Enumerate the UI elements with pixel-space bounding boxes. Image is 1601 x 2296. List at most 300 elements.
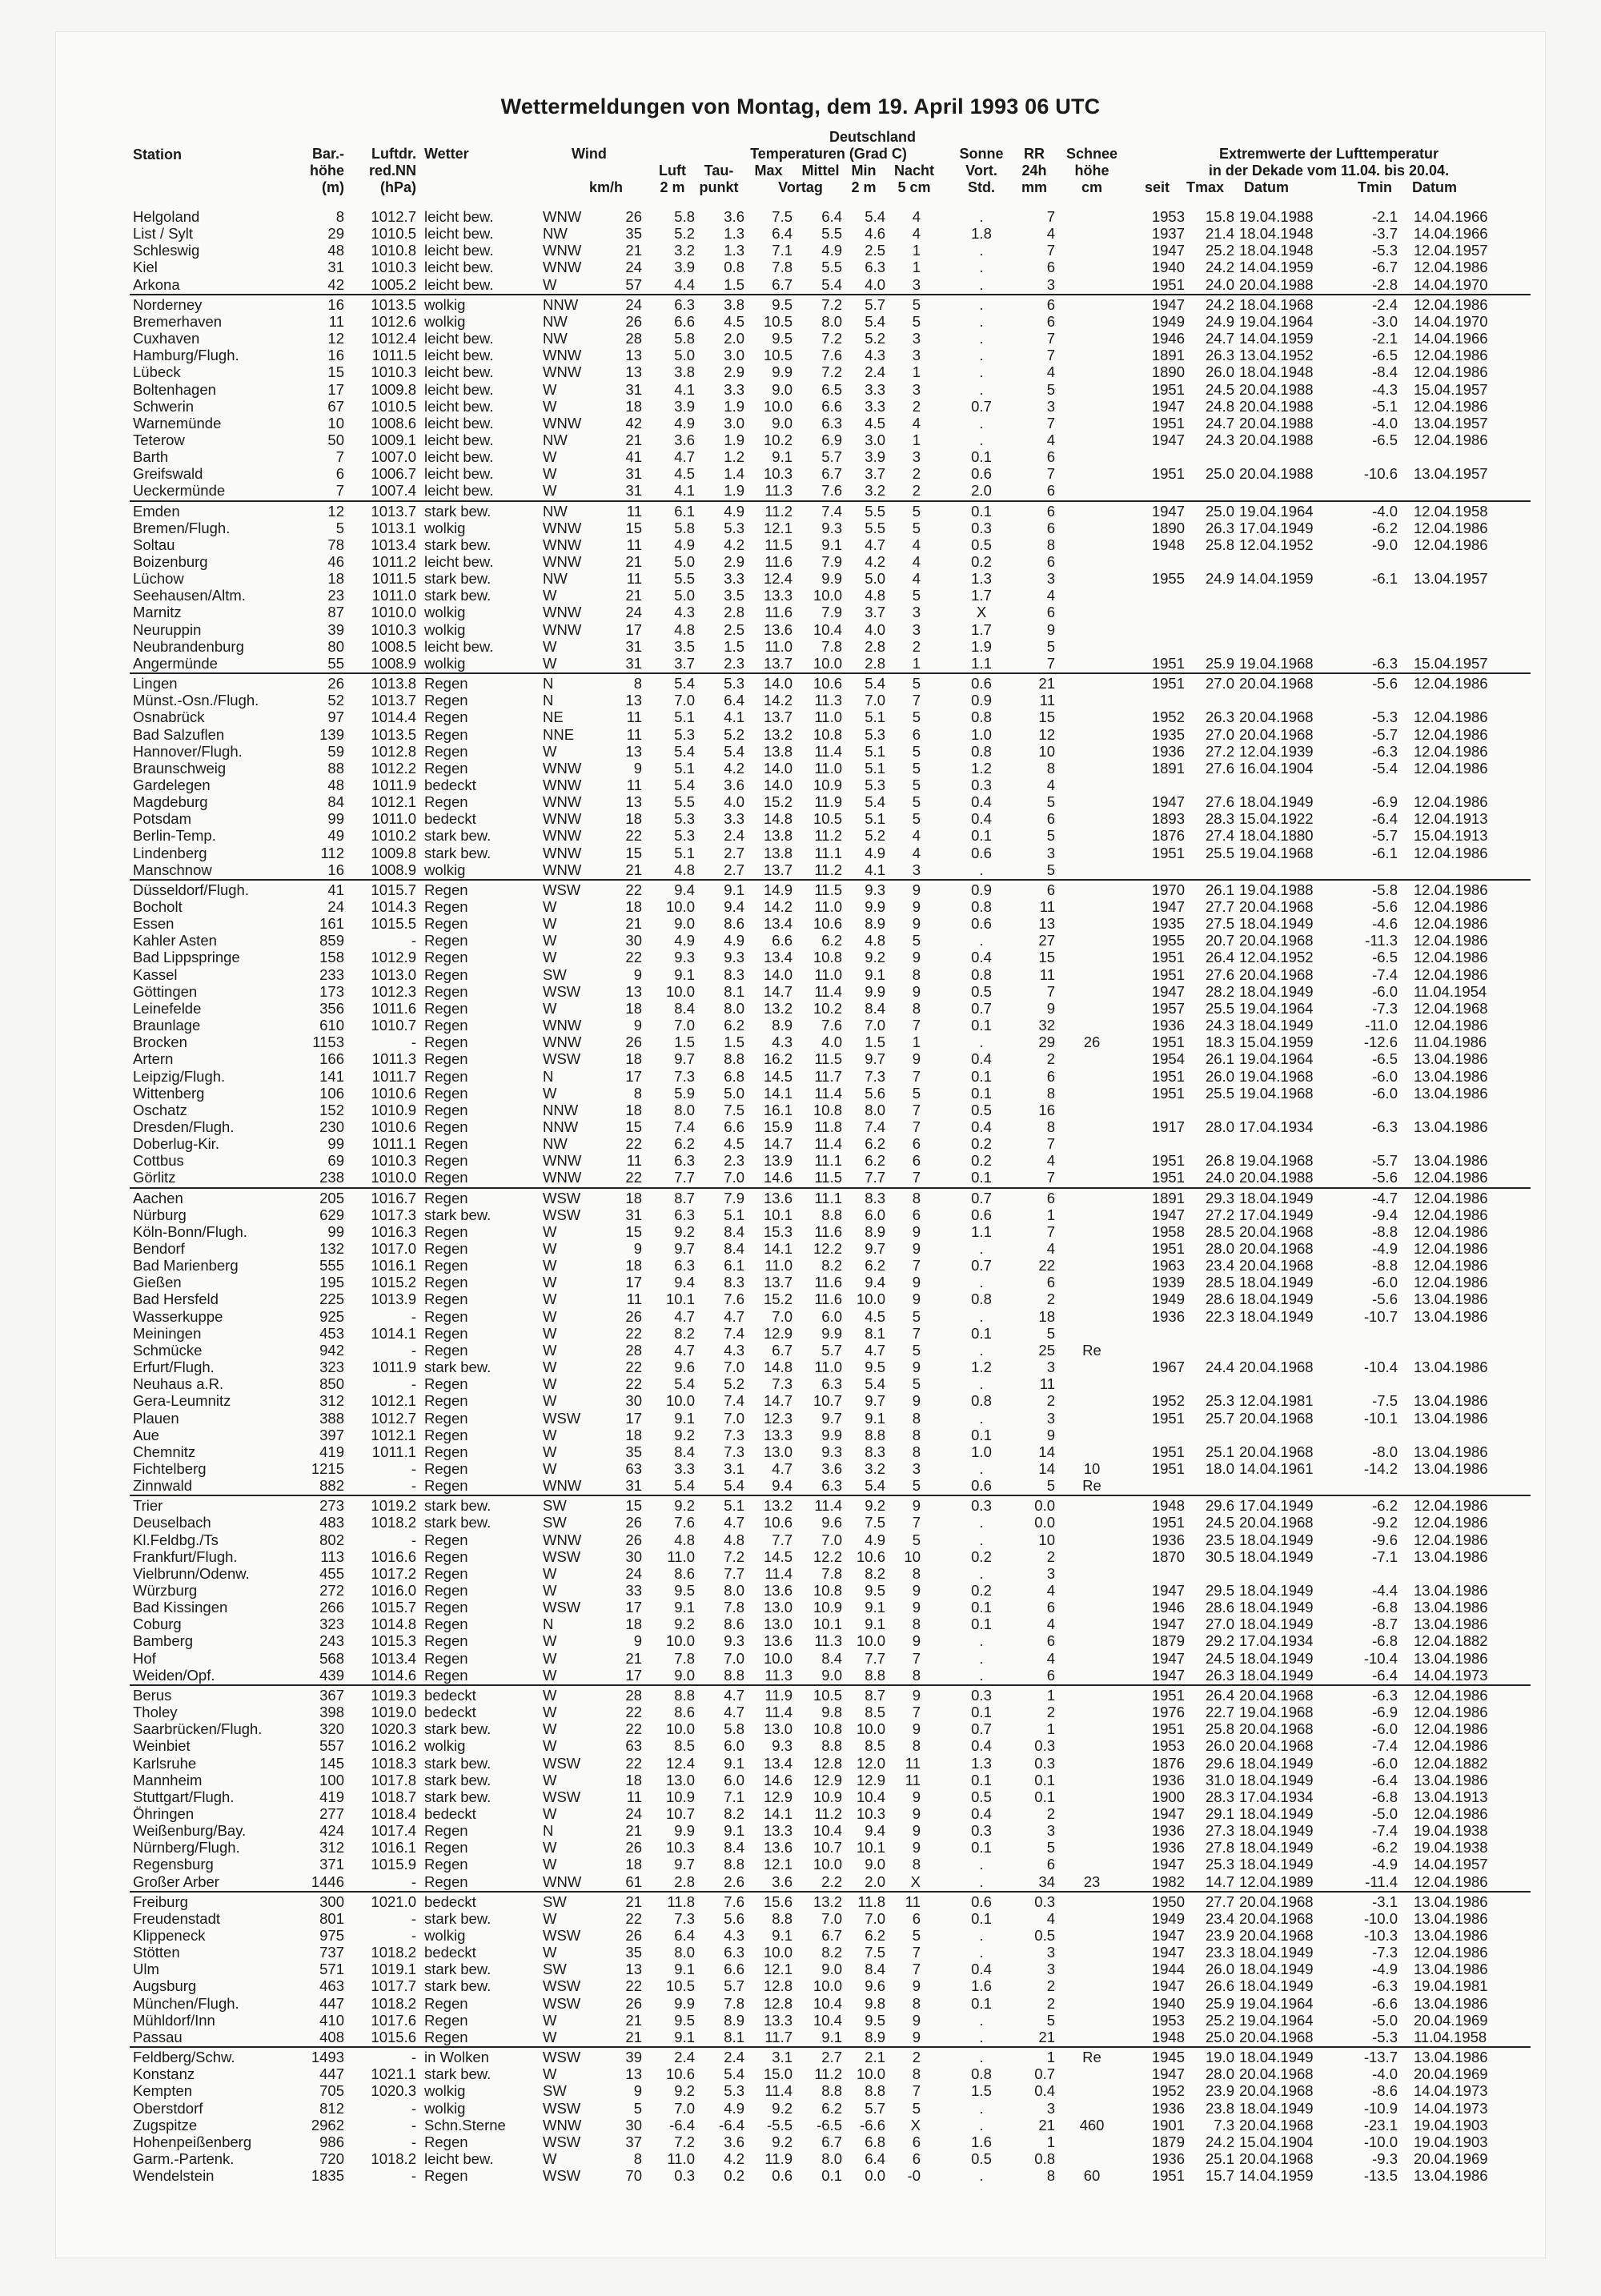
cell-wind-dir: W: [543, 898, 557, 915]
cell-air: 9.2: [674, 2082, 695, 2100]
table-row: [56, 1359, 1545, 1375]
cell-max: 14.5: [763, 1547, 792, 1565]
cell-sun: 0.3: [971, 1822, 992, 1840]
cell-weather: wolkig: [424, 604, 466, 621]
cell-min: 7.5: [865, 1944, 885, 1961]
cell-tmin: -4.9: [1372, 1240, 1398, 1257]
cell-sun: .: [979, 1649, 984, 1667]
cell-tmin-date: 12.04.1986: [1414, 397, 1488, 415]
cell-pressure: -: [411, 1375, 416, 1393]
cell-wind-dir: W: [543, 2149, 557, 2167]
cell-tmax-date: 19.04.1964: [1239, 1994, 1314, 2012]
cell-night: 5: [912, 502, 921, 520]
cell-min: 6.3: [865, 259, 885, 276]
cell-pressure: 1010.3: [371, 620, 416, 638]
cell-air: 10.6: [665, 2065, 695, 2083]
cell-wind-speed: 11: [626, 1290, 642, 1308]
cell-sun: 0.8: [971, 2065, 992, 2083]
cell-max: 7.1: [772, 242, 792, 259]
cell-rain: 3: [1046, 1961, 1055, 1978]
cell-dew: 7.4: [724, 1392, 744, 1410]
cell-pressure: 1015.3: [371, 1632, 416, 1650]
cell-air: 0.3: [674, 2167, 695, 2185]
cell-since: 1951: [1151, 1152, 1185, 1170]
cell-height: 802: [319, 1531, 344, 1548]
cell-tmax: 29.6: [1205, 1754, 1234, 1772]
cell-height: 97: [327, 708, 344, 726]
cell-rain: 4: [1046, 1616, 1055, 1633]
cell-night: 9: [912, 1788, 921, 1805]
cell-tmin: -8.8: [1372, 1257, 1398, 1274]
table-row: [56, 1169, 1545, 1186]
cell-sun: .: [979, 861, 984, 878]
cell-night: 4: [912, 844, 921, 861]
cell-min: 10.0: [856, 1632, 885, 1650]
cell-height: 50: [327, 431, 344, 448]
cell-tmin: -5.4: [1372, 759, 1398, 777]
group-separator: [130, 1891, 1531, 1893]
cell-rain: 5: [1046, 1477, 1055, 1495]
cell-wind-speed: 31: [625, 1477, 642, 1495]
cell-sun: .: [979, 1409, 984, 1427]
cell-tmax: 23.9: [1205, 1927, 1234, 1944]
cell-min: 8.1: [865, 1324, 885, 1342]
cell-night: 11: [905, 1754, 921, 1772]
cell-air: 9.4: [674, 881, 695, 898]
cell-tmin: -6.0: [1372, 1067, 1398, 1085]
cell-weather: Regen: [424, 999, 468, 1017]
cell-height: 12: [327, 502, 344, 520]
cell-height: 410: [319, 2011, 344, 2029]
cell-min: 8.8: [865, 1666, 885, 1684]
cell-wind-speed: 30: [625, 932, 642, 949]
cell-air: 4.8: [674, 620, 695, 638]
cell-sun: 0.9: [971, 692, 992, 709]
cell-tmax-date: 18.04.1949: [1239, 1856, 1314, 1873]
cell-wind-dir: WSW: [543, 1599, 581, 1616]
cell-max: 3.6: [772, 1873, 792, 1890]
cell-since: 1947: [1151, 1649, 1185, 1667]
cell-air: 6.3: [674, 1206, 695, 1223]
cell-rain: 10: [1038, 1531, 1055, 1548]
cell-height: 975: [319, 1927, 344, 1944]
cell-station: Schmücke: [133, 1341, 203, 1359]
cell-min: 12.0: [856, 1754, 885, 1772]
cell-wind-speed: 31: [625, 1206, 642, 1223]
cell-pressure: 1005.2: [371, 275, 416, 293]
cell-station: Bad Lippspringe: [133, 949, 240, 966]
cell-station: Plauen: [133, 1409, 179, 1427]
header-luft1: Luftdr.: [371, 146, 416, 162]
cell-pressure: 1016.0: [371, 1582, 416, 1599]
cell-tmax-date: 17.04.1949: [1239, 519, 1314, 536]
cell-since: 1951: [1151, 1240, 1185, 1257]
cell-tmax: 26.1: [1205, 1050, 1234, 1068]
cell-air: 4.1: [674, 482, 695, 500]
cell-min: 5.1: [865, 759, 885, 777]
cell-rain: 0.3: [1034, 1737, 1055, 1755]
cell-min: 6.4: [865, 2149, 885, 2167]
cell-max: 10.0: [763, 1944, 792, 1961]
cell-weather: leicht bew.: [424, 637, 494, 655]
cell-dew: 5.4: [724, 2065, 744, 2083]
cell-air: 8.8: [674, 1686, 695, 1704]
cell-tmin-date: 13.04.1957: [1414, 465, 1488, 483]
cell-max: 13.6: [763, 1632, 792, 1650]
cell-mean: 11.4: [814, 1497, 842, 1515]
cell-max: 11.4: [764, 1564, 792, 1582]
cell-mean: 10.4: [813, 2011, 842, 2029]
cell-weather: Regen: [424, 1240, 468, 1257]
cell-height: 17: [327, 380, 344, 398]
cell-sun: 1.0: [971, 1443, 992, 1460]
cell-rain: 14: [1038, 1459, 1055, 1477]
cell-wind-dir: W: [543, 1666, 557, 1684]
cell-tmax: 23.9: [1205, 2082, 1234, 2100]
cell-tmax: 28.0: [1205, 2065, 1234, 2083]
cell-max: 11.6: [764, 604, 792, 621]
cell-rain: 6: [1046, 312, 1055, 330]
table-row: [56, 881, 1545, 898]
cell-tmin-date: 14.04.1973: [1414, 1666, 1488, 1684]
cell-wind-dir: WSW: [543, 1994, 581, 2012]
cell-rain: 0.1: [1034, 1771, 1055, 1788]
cell-tmin: -10.0: [1363, 1909, 1398, 1927]
cell-air: 7.3: [674, 1067, 695, 1085]
cell-max: 13.7: [763, 1274, 792, 1291]
cell-since: 1891: [1151, 759, 1185, 777]
cell-night: 6: [912, 2149, 921, 2167]
cell-pressure: 1012.4: [371, 330, 416, 347]
cell-weather: Regen: [424, 793, 468, 811]
cell-since: 1967: [1151, 1359, 1185, 1376]
cell-dew: 6.1: [724, 1257, 744, 1274]
cell-height: 388: [319, 1409, 344, 1427]
cell-mean: 9.9: [821, 1324, 842, 1342]
cell-dew: 7.3: [724, 1426, 744, 1443]
group-separator: [130, 294, 1531, 295]
cell-sun: .: [979, 2011, 984, 2029]
cell-min: 9.7: [865, 1392, 885, 1410]
cell-station: Tholey: [133, 1704, 178, 1721]
cell-air: 7.0: [674, 2099, 695, 2117]
cell-since: 1939: [1151, 1274, 1185, 1291]
cell-height: 99: [327, 1135, 344, 1153]
cell-pressure: 1007.0: [371, 448, 416, 466]
cell-mean: 11.6: [814, 1290, 842, 1308]
cell-wind-speed: 22: [625, 1135, 642, 1153]
header-bar3: (m): [322, 179, 344, 195]
cell-wind-speed: 21: [625, 861, 642, 878]
cell-mean: 11.4: [814, 982, 842, 1000]
cell-max: 9.2: [772, 2099, 792, 2117]
cell-mean: 10.6: [813, 915, 842, 933]
cell-air: 4.7: [674, 448, 695, 466]
cell-min: 10.0: [856, 1290, 885, 1308]
cell-tmax-date: 18.04.1949: [1239, 1307, 1314, 1325]
cell-dew: 6.0: [724, 1771, 744, 1788]
cell-station: Osnabrück: [133, 708, 205, 726]
cell-dew: 4.2: [724, 536, 744, 553]
cell-tmax: 20.7: [1205, 932, 1234, 949]
cell-mean: 10.0: [813, 1977, 842, 1995]
cell-sun: .: [979, 363, 984, 381]
cell-night: 6: [912, 725, 921, 743]
table-row: [56, 983, 1545, 1000]
cell-since: 1951: [1151, 675, 1185, 692]
cell-height: 925: [319, 1307, 344, 1325]
cell-since: 1950: [1151, 1893, 1185, 1910]
cell-pressure: 1018.7: [371, 1788, 416, 1805]
cell-since: 1952: [1151, 708, 1185, 726]
cell-weather: Regen: [424, 1459, 468, 1477]
cell-weather: Regen: [424, 965, 468, 983]
cell-tmin-date: 13.04.1986: [1414, 1290, 1488, 1308]
cell-weather: Regen: [424, 1067, 468, 1085]
cell-weather: Regen: [424, 898, 468, 915]
cell-tmax: 24.4: [1205, 1359, 1234, 1376]
table-row: [56, 1034, 1545, 1050]
cell-sun: 0.3: [971, 776, 992, 793]
table-row: [56, 1873, 1545, 1890]
cell-night: 6: [912, 1152, 921, 1170]
cell-tmax-date: 20.04.1968: [1239, 1909, 1314, 1927]
table-row: [56, 415, 1545, 432]
header-schnee2: höhe: [1074, 163, 1109, 179]
cell-tmax-date: 20.04.1968: [1239, 2065, 1314, 2083]
cell-air: 5.2: [674, 225, 695, 243]
cell-tmax-date: 19.04.1964: [1239, 1050, 1314, 1068]
cell-since: 1949: [1151, 1290, 1185, 1308]
cell-since: 1900: [1151, 1788, 1185, 1805]
cell-mean: 10.4: [813, 1822, 842, 1840]
cell-mean: 8.8: [821, 1737, 842, 1755]
cell-tmax: 27.0: [1205, 1616, 1234, 1633]
cell-wind-dir: W: [543, 1290, 557, 1308]
cell-tmax: 29.3: [1205, 1189, 1234, 1206]
cell-mean: 9.3: [821, 1443, 842, 1460]
cell-max: 14.5: [763, 1067, 792, 1085]
cell-tmax: 15.7: [1205, 2167, 1234, 2185]
cell-height: 942: [319, 1341, 344, 1359]
cell-wind-dir: W: [543, 397, 557, 415]
cell-dew: 2.5: [724, 620, 744, 638]
cell-wind-dir: SW: [543, 1514, 567, 1531]
cell-max: 11.6: [764, 553, 792, 570]
cell-weather: stark bew.: [424, 827, 492, 845]
cell-tmax-date: 17.04.1949: [1239, 1206, 1314, 1223]
cell-sun: .: [979, 431, 984, 448]
cell-max: 13.0: [763, 1443, 792, 1460]
cell-tmax-date: 18.04.1948: [1239, 242, 1314, 259]
cell-height: 453: [319, 1324, 344, 1342]
cell-wind-dir: W: [543, 1649, 557, 1667]
cell-station: Schleswig: [133, 242, 200, 259]
cell-night: 5: [912, 810, 921, 828]
cell-pressure: 1011.0: [371, 587, 416, 604]
cell-tmin-date: 11.04.1954: [1414, 982, 1487, 1000]
cell-station: Bad Salzuflen: [133, 725, 225, 743]
cell-tmin-date: 13.04.1986: [1414, 1307, 1488, 1325]
cell-max: 15.2: [763, 1290, 792, 1308]
cell-since: 1947: [1151, 1206, 1185, 1223]
cell-night: 9: [912, 2028, 921, 2045]
cell-wind-dir: WSW: [543, 982, 581, 1000]
table-row: [56, 347, 1545, 363]
cell-rain: 5: [1046, 1839, 1055, 1856]
cell-height: 67: [327, 397, 344, 415]
table-row: [56, 465, 1545, 482]
cell-min: 2.0: [865, 1873, 885, 1890]
cell-height: 986: [319, 2133, 344, 2150]
cell-rain: 4: [1046, 363, 1055, 381]
cell-tmin-date: 15.04.1913: [1414, 827, 1488, 845]
cell-sun: .: [979, 2116, 984, 2133]
cell-station: Kiel: [133, 259, 158, 276]
cell-wind-speed: 21: [625, 1649, 642, 1667]
cell-air: 8.4: [674, 1443, 695, 1460]
cell-min: 8.5: [865, 1737, 885, 1755]
cell-night: 3: [912, 620, 921, 638]
cell-tmin: -6.9: [1372, 1704, 1398, 1721]
cell-since: 1951: [1151, 949, 1185, 966]
cell-mean: 8.2: [821, 1944, 842, 1961]
cell-tmin-date: 12.04.1986: [1414, 898, 1488, 915]
cell-pressure: 1012.6: [371, 312, 416, 330]
table-row: [56, 381, 1545, 398]
cell-sun: .: [979, 932, 984, 949]
cell-dew: 2.3: [724, 1152, 744, 1170]
cell-wind-speed: 24: [625, 604, 642, 621]
cell-dew: 5.1: [724, 1206, 744, 1223]
cell-tmin-date: 12.04.1986: [1414, 1514, 1488, 1531]
cell-rain: 9: [1046, 1426, 1055, 1443]
cell-tmin-date: 12.04.1986: [1414, 1531, 1488, 1548]
cell-mean: 8.4: [821, 1649, 842, 1667]
cell-night: 7: [912, 1514, 921, 1531]
table-row: [56, 1839, 1545, 1856]
cell-weather: Regen: [424, 1101, 468, 1118]
cell-air: 7.0: [674, 1017, 695, 1034]
cell-weather: Schn.Sterne: [424, 2116, 506, 2133]
table-row: [56, 1325, 1545, 1342]
cell-max: 11.4: [764, 2082, 792, 2100]
cell-station: Chemnitz: [133, 1443, 196, 1460]
cell-pressure: -: [411, 932, 416, 949]
cell-wind-dir: W: [543, 915, 557, 933]
cell-pressure: -: [411, 1477, 416, 1495]
cell-air: 5.4: [674, 1375, 695, 1393]
cell-dew: 4.0: [724, 793, 744, 811]
table-row: [56, 313, 1545, 330]
cell-pressure: -: [411, 1307, 416, 1325]
cell-height: 882: [319, 1477, 344, 1495]
cell-wind-speed: 18: [625, 810, 642, 828]
cell-dew: 4.2: [724, 759, 744, 777]
cell-weather: leicht bew.: [424, 330, 494, 347]
cell-min: 10.6: [856, 1547, 885, 1565]
cell-wind-dir: WNW: [543, 810, 582, 828]
cell-tmax-date: 12.04.1939: [1239, 742, 1314, 760]
cell-tmax: 29.5: [1205, 1582, 1234, 1599]
cell-rain: 21: [1038, 675, 1055, 692]
cell-sun: .: [979, 1240, 984, 1257]
header-rr3: mm: [1021, 179, 1047, 195]
table-row: [56, 587, 1545, 604]
cell-weather: stark bew.: [424, 587, 492, 604]
cell-min: 8.7: [865, 1686, 885, 1704]
cell-mean: 13.2: [813, 1893, 842, 1910]
cell-wind-dir: W: [543, 482, 557, 500]
cell-night: 9: [912, 982, 921, 1000]
table-row: [56, 448, 1545, 465]
cell-tmin-date: 14.04.1973: [1414, 2082, 1488, 2100]
cell-mean: 8.2: [821, 1257, 842, 1274]
cell-night: 7: [912, 1017, 921, 1034]
cell-max: 11.3: [764, 1666, 792, 1684]
cell-rain: 2: [1046, 1804, 1055, 1822]
cell-station: Öhringen: [133, 1804, 195, 1822]
cell-weather: Regen: [424, 2133, 468, 2150]
cell-station: Magdeburg: [133, 793, 208, 811]
cell-pressure: 1018.2: [371, 1994, 416, 2012]
cell-since: 1951: [1151, 2167, 1185, 2185]
cell-night: 7: [912, 1961, 921, 1978]
cell-tmin-date: 11.04.1986: [1414, 1034, 1487, 1051]
cell-max: 12.1: [763, 519, 792, 536]
cell-air: 8.6: [674, 1564, 695, 1582]
table-row: [56, 1443, 1545, 1460]
cell-min: 8.2: [865, 1564, 885, 1582]
cell-tmin: -6.0: [1372, 1274, 1398, 1291]
cell-rain: 2: [1046, 1977, 1055, 1995]
cell-night: 10: [904, 1547, 921, 1565]
cell-tmin-date: 14.04.1966: [1414, 225, 1488, 243]
cell-height: 1215: [311, 1459, 344, 1477]
cell-tmin: -23.1: [1363, 2116, 1398, 2133]
cell-wind-dir: W: [543, 275, 557, 293]
cell-tmin: -8.8: [1372, 1222, 1398, 1240]
cell-mean: 10.2: [813, 999, 842, 1017]
cell-pressure: 1010.3: [371, 1152, 416, 1170]
cell-wind-speed: 21: [625, 2011, 642, 2029]
cell-tmax-date: 18.04.1949: [1239, 1977, 1314, 1995]
cell-weather: stark bew.: [424, 1771, 492, 1788]
cell-tmax-date: 19.04.1964: [1239, 502, 1314, 520]
cell-tmin-date: 12.04.1882: [1414, 1632, 1488, 1650]
cell-height: 356: [319, 999, 344, 1017]
cell-tmax: 27.2: [1205, 1206, 1234, 1223]
cell-wind-dir: N: [543, 1067, 554, 1085]
cell-weather: Regen: [424, 1392, 468, 1410]
cell-wind-speed: 11: [626, 1152, 642, 1170]
cell-tmax: 26.4: [1205, 1686, 1234, 1704]
cell-night: 9: [912, 2011, 921, 2029]
cell-wind-dir: NW: [543, 312, 568, 330]
cell-night: 8: [912, 2065, 921, 2083]
cell-night: 9: [912, 1822, 921, 1840]
cell-air: 2.8: [674, 1873, 695, 1890]
cell-dew: 2.3: [724, 654, 744, 672]
cell-station: Essen: [133, 915, 175, 933]
cell-pressure: 1018.2: [371, 2149, 416, 2167]
cell-snow: Re: [1082, 2049, 1101, 2066]
cell-dew: 5.4: [724, 742, 744, 760]
cell-sun: 0.1: [971, 1084, 992, 1102]
cell-since: 1879: [1151, 1632, 1185, 1650]
cell-air: 9.0: [674, 915, 695, 933]
cell-max: 14.2: [763, 898, 792, 915]
